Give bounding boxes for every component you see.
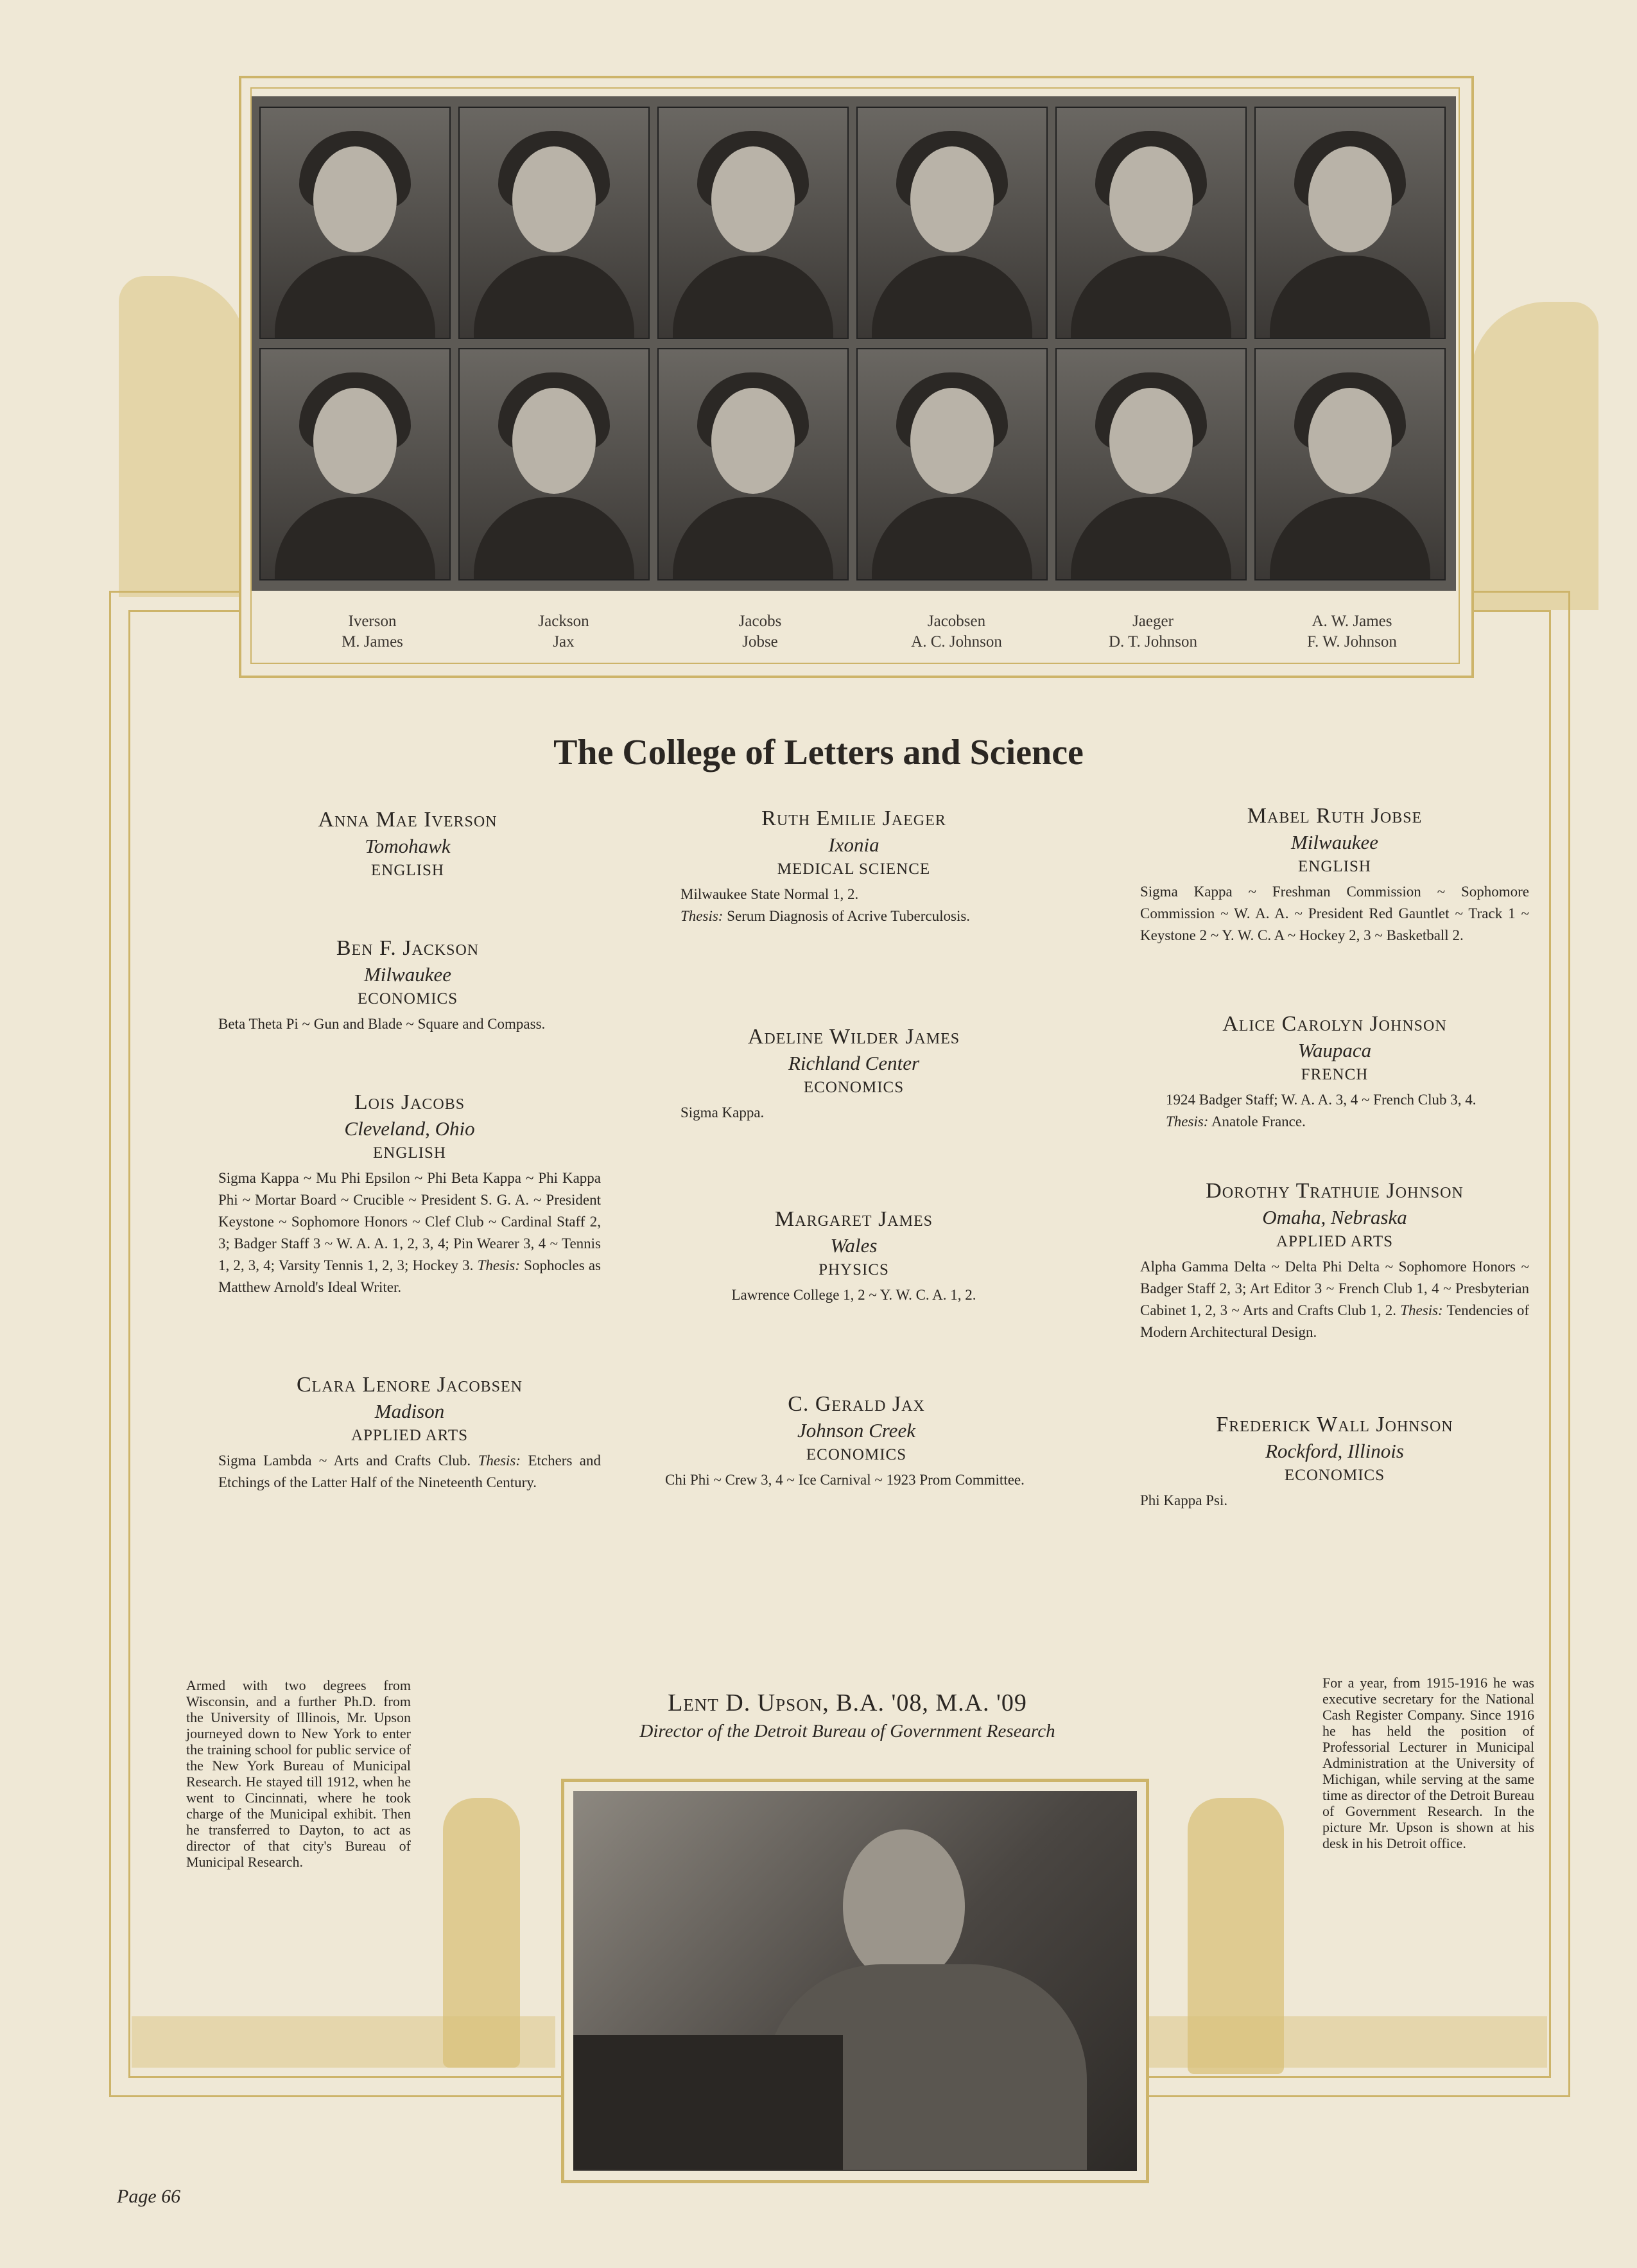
student-iverson: Anna Mae Iverson Tomohawk ENGLISH <box>318 808 498 879</box>
portrait-jacobs <box>657 107 849 339</box>
portrait-strip <box>252 96 1456 591</box>
left-city-illustration <box>119 276 247 597</box>
student-jax: C. Gerald Jax Johnson Creek ECONOMICS Chi Phi ~ Crew 3, 4 ~ Ice Carnival ~ 1923 Prom Committee. <box>665 1392 1025 1488</box>
portrait-m-james <box>259 348 451 580</box>
student-fw-johnson: Frederick Wall Johnson Rockford, Illinois ECONOMICS Phi Kappa Psi. <box>1140 1413 1453 1508</box>
portrait-aw-james <box>1254 107 1446 339</box>
page-number: Page 66 <box>117 2186 181 2207</box>
caption-col-3: Jacobs Jobse <box>738 613 782 650</box>
student-ac-johnson: Alice Carolyn Johnson Waupaca FRENCH 1924 Badger Staff; W. A. A. 3, 4 ~ French Club 3, 4. Thesis: Anatole France. <box>1166 1012 1477 1130</box>
upson-heading: Lent D. Upson, B.A. '08, M.A. '09 Director of the Detroit Bureau of Government Research <box>639 1689 1055 1741</box>
upson-left-text: Armed with two degrees from Wisconsin, and a further Ph.D. from the University of Illinois, Mr. Upson journeyed down to New York to enter the training school for public service of the New York Bureau of Municipal Research. He stayed till 1912, when he went to Cincinnati, where he took charge of the Municipal exhibit. Then he transferred to Dayton, to act as director of that city's Bureau of Municipal Research. <box>186 1677 411 1870</box>
caption-col-6: A. W. James F. W. Johnson <box>1307 613 1397 650</box>
upson-right-text: For a year, from 1915-1916 he was executive secretary for the National Cash Register Company. Since 1916 he has held the position of Professorial Lecturer in Municipal Administration at the University of Michigan, while serving at the same time as director of the Detroit Bureau of Government Research. In the picture Mr. Upson is shown at his desk in his Detroit office. <box>1322 1675 1534 1851</box>
right-city-illustration <box>1470 302 1598 610</box>
portrait-jax <box>458 348 650 580</box>
student-dt-johnson: Dorothy Trathuie Johnson Omaha, Nebraska APPLIED ARTS Alpha Gamma Delta ~ Delta Phi Delta ~ Sophomore Honors ~ Badger Staff 2, 3; Art Editor 3 ~ French Club 1, 4 ~ Presbyterian Cabinet 1, 2, 3 ~ Arts and Crafts Club 1, 2. Thesis: Tendencies of Modern Architectural Design. <box>1140 1179 1529 1340</box>
portrait-jacobsen <box>856 107 1048 339</box>
caption-col-5: Jaeger D. T. Johnson <box>1109 613 1197 650</box>
portrait-jaeger <box>1055 107 1247 339</box>
portrait-iverson <box>259 107 451 339</box>
student-jacobsen: Clara Lenore Jacobsen Madison APPLIED ARTS Sigma Lambda ~ Arts and Crafts Club. Thesis: Etchers and Etchings of the Latter Half of the Nineteenth Century. <box>218 1373 602 1490</box>
page-title: The College of Letters and Science <box>553 733 1084 772</box>
student-m-james: Margaret James Wales PHYSICS Lawrence College 1, 2 ~ Y. W. C. A. 1, 2. <box>731 1207 976 1303</box>
portrait-ac-johnson <box>856 348 1048 580</box>
portrait-dt-johnson <box>1055 348 1247 580</box>
student-jobse: Mabel Ruth Jobse Milwaukee ENGLISH Sigma Kappa ~ Freshman Commission ~ Sophomore Commission ~ W. A. A. ~ President Red Gauntlet ~ Track 1 ~ Keystone 2 ~ Y. W. C. A ~ Hockey 2, 3 ~ Basketball 2. <box>1140 804 1529 943</box>
student-jaeger: Ruth Emilie Jaeger Ixonia MEDICAL SCIENCE Milwaukee State Normal 1, 2. Thesis: Serum Diagnosis of Acrive Tuberculosis. <box>680 807 971 924</box>
portrait-fw-johnson <box>1254 348 1446 580</box>
upson-photo <box>561 1779 1149 2183</box>
portrait-jobse <box>657 348 849 580</box>
student-ad-james: Adeline Wilder James Richland Center ECONOMICS Sigma Kappa. <box>680 1025 960 1121</box>
caption-col-4: Jacobsen A. C. Johnson <box>911 613 1002 650</box>
caption-col-1: Iverson M. James <box>342 613 403 650</box>
student-jackson: Ben F. Jackson Milwaukee ECONOMICS Beta Theta Pi ~ Gun and Blade ~ Square and Compass. <box>218 936 546 1032</box>
student-jacobs: Lois Jacobs Cleveland, Ohio ENGLISH Sigma Kappa ~ Mu Phi Epsilon ~ Phi Beta Kappa ~ Phi Kappa Phi ~ Mortar Board ~ Crucible ~ President S. G. A. ~ President Keystone ~ Sophomore Honors ~ Clef Club ~ Cardinal Staff 2, 3; Badger Staff 3 ~ W. A. A. 1, 2, 3, 4; Pin Wearer 3, 4 ~ Tennis 1, 2, 3, 4; Varsity Tennis 1, 2, 3; Hockey 3. Thesis: Sophocles as Matthew Arnold's Ideal Writer. <box>218 1090 602 1295</box>
portrait-jackson <box>458 107 650 339</box>
caption-col-2: Jackson Jax <box>538 613 589 650</box>
